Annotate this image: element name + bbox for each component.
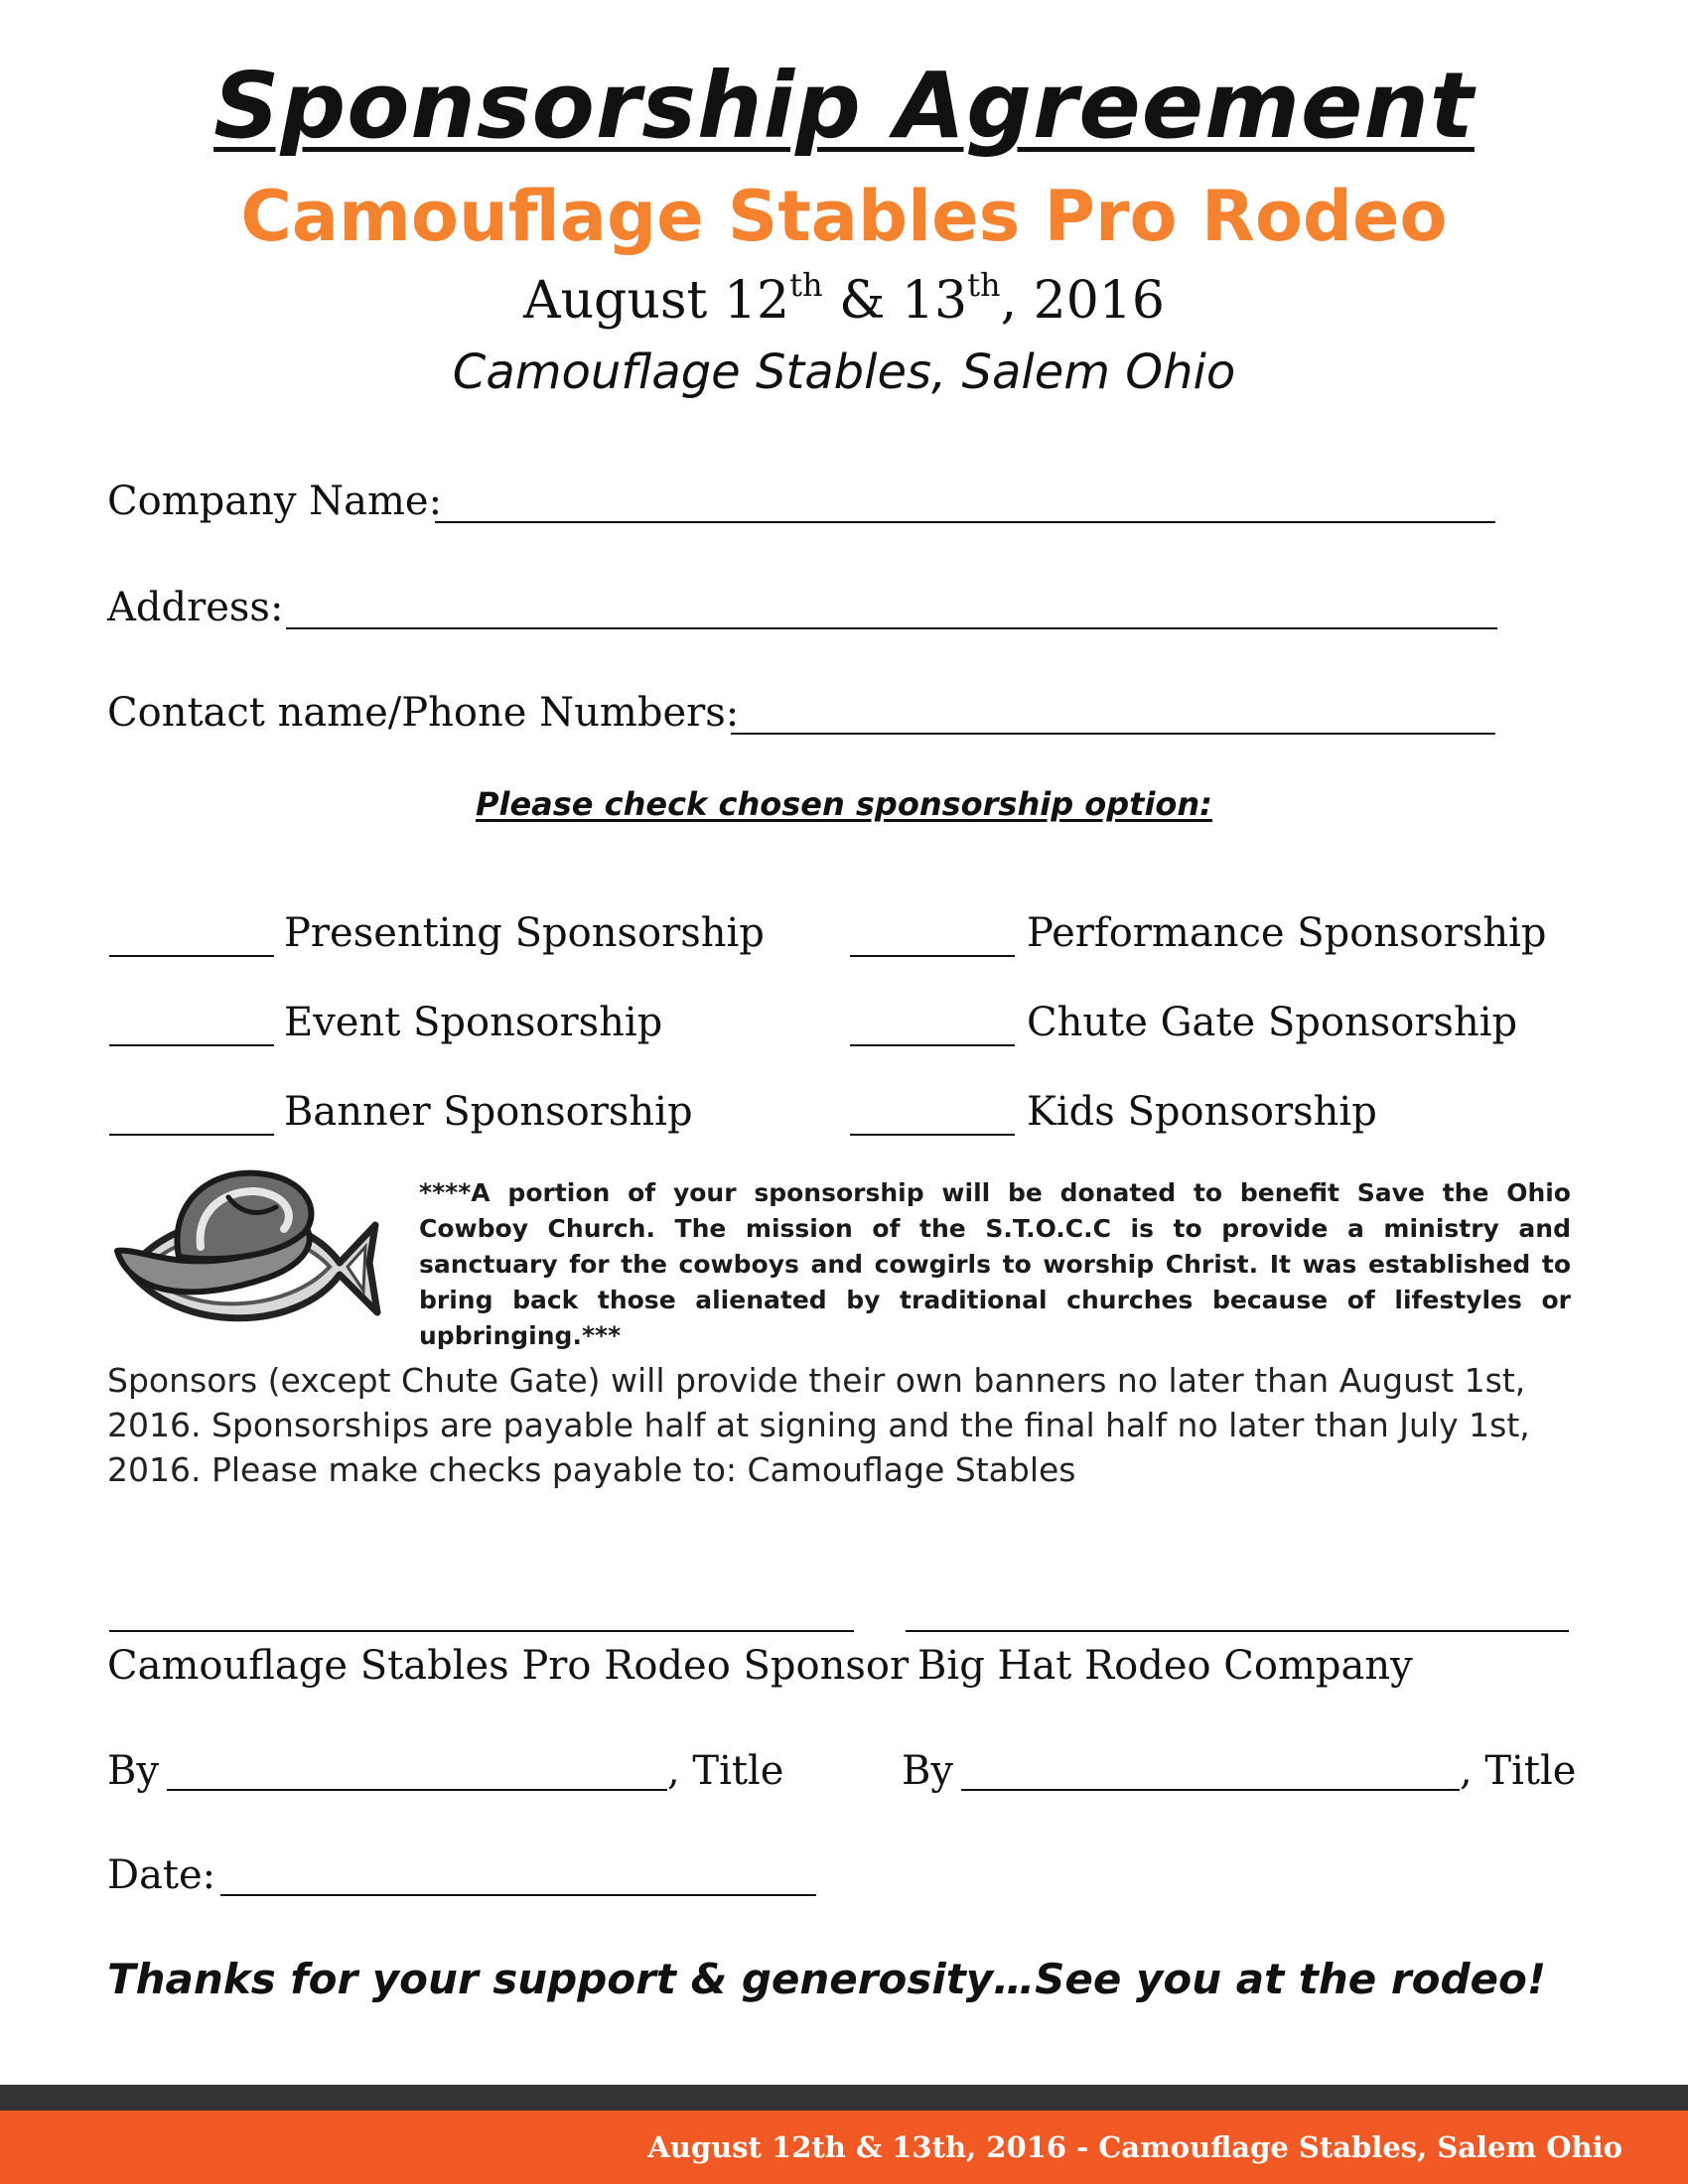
contact-field[interactable]	[731, 733, 1495, 735]
option-blank-banner[interactable]	[109, 1134, 274, 1136]
date-label: Date:	[107, 1852, 216, 1898]
option-instruction: Please check chosen sponsorship option:	[476, 785, 1212, 823]
closing-message: Thanks for your support & generosity…See you at the rodeo!	[107, 1955, 1547, 2003]
option-label-banner: Banner Sponsorship	[284, 1089, 693, 1135]
sponsor-title-label: , Title	[667, 1748, 784, 1794]
option-blank-chute-gate[interactable]	[850, 1044, 1015, 1046]
address-field[interactable]	[286, 627, 1497, 629]
option-blank-performance[interactable]	[850, 955, 1015, 957]
company-signature-line[interactable]	[906, 1630, 1569, 1632]
sponsor-party-label: Camouflage Stables Pro Rodeo Sponsor	[107, 1643, 910, 1689]
company-title-label: , Title	[1460, 1748, 1577, 1794]
option-label-chute-gate: Chute Gate Sponsorship	[1027, 1000, 1518, 1045]
option-blank-presenting[interactable]	[109, 955, 274, 957]
footer-dark-band	[0, 2085, 1688, 2111]
option-label-kids: Kids Sponsorship	[1027, 1089, 1377, 1135]
sponsor-signature-line[interactable]	[109, 1630, 854, 1632]
company-name-field[interactable]	[435, 521, 1495, 523]
cowboy-hat-fish-logo	[109, 1163, 389, 1334]
sponsor-by-field[interactable]	[167, 1789, 667, 1791]
page-title	[0, 52, 1688, 161]
address-label: Address:	[107, 585, 284, 630]
event-name: Camouflage Stables Pro Rodeo	[240, 176, 1448, 257]
company-name-label: Company Name:	[107, 478, 443, 524]
option-blank-event[interactable]	[109, 1044, 274, 1046]
date-field[interactable]	[220, 1894, 816, 1896]
page-title-text: Sponsorship Agreement	[213, 53, 1475, 159]
payment-terms: Sponsors (except Chute Gate) will provide their own banners no later than August 1st, 2016. Sponsorships are payable half at signing and the final half no later than July 1st, 2016. Please make checks payable to: Camouflage Stables	[107, 1361, 1530, 1489]
option-label-performance: Performance Sponsorship	[1027, 910, 1547, 956]
company-by-label: By	[902, 1748, 953, 1794]
contact-label: Contact name/Phone Numbers:	[107, 690, 740, 736]
event-dates: August 12th & 13th, 2016	[523, 265, 1165, 331]
footer-text: August 12th & 13th, 2016 - Camouflage Stables, Salem Ohio	[647, 2130, 1622, 2164]
sponsor-by-label: By	[107, 1748, 159, 1794]
company-by-field[interactable]	[961, 1789, 1460, 1791]
company-party-label: Big Hat Rodeo Company	[917, 1643, 1413, 1689]
option-blank-kids[interactable]	[850, 1134, 1015, 1136]
option-label-presenting: Presenting Sponsorship	[284, 910, 765, 956]
option-label-event: Event Sponsorship	[284, 1000, 663, 1045]
event-location: Camouflage Stables, Salem Ohio	[452, 344, 1236, 400]
donation-note: ****A portion of your sponsorship will be donated to benefit Save the Ohio Cowboy Church. The mission of the S.T.O.C.C is to provide a ministry and sanctuary for the cowboys and cowgirls to worship Christ. It was established to bring back those alienated by traditional churches because of lifestyles or upbringing.***	[419, 1178, 1571, 1350]
